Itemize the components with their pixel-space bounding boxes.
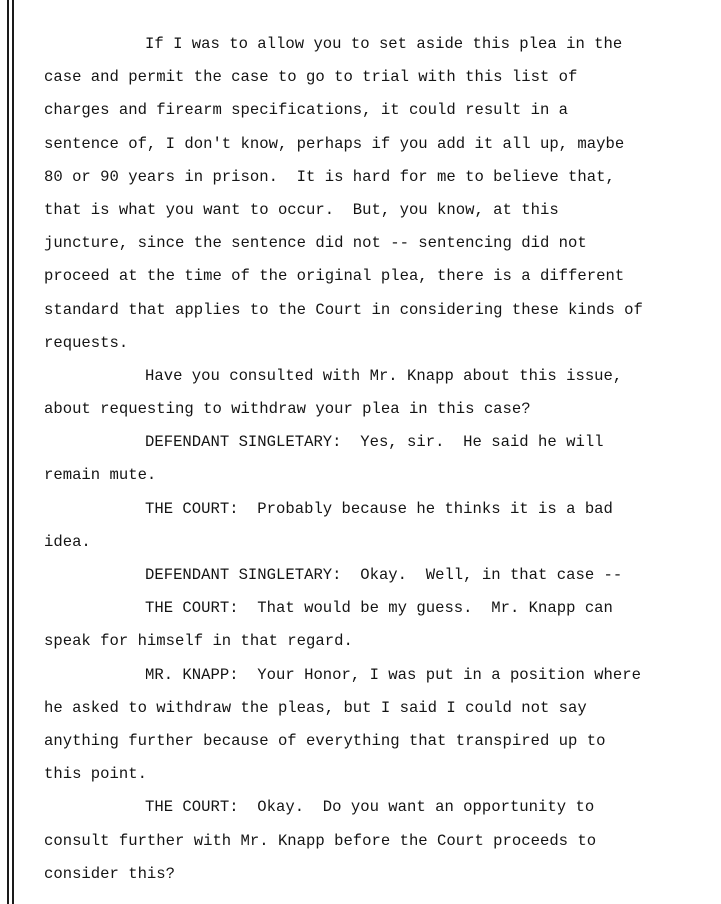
transcript-line: anything further because of everything that transpired up to [44, 731, 606, 750]
transcript-line: MR. KNAPP: Your Honor, I was put in a position where [145, 665, 641, 684]
transcript-line: proceed at the time of the original plea, there is a different [44, 267, 625, 286]
transcript-line: case and permit the case to go to trial with this list of [44, 68, 578, 87]
transcript-line: DEFENDANT SINGLETARY: Yes, sir. He said he will [145, 433, 604, 452]
transcript-line: requests. [44, 333, 129, 352]
transcript-line: juncture, since the sentence did not -- sentencing did not [44, 234, 587, 253]
transcript-line: THE COURT: Okay. Do you want an opportunity to [145, 798, 595, 817]
transcript-line: sentence of, I don't know, perhaps if you add it all up, maybe [44, 134, 625, 153]
left-margin-rule-inner [12, 0, 14, 904]
transcript-line: idea. [44, 532, 91, 551]
transcript-line: consult further with Mr. Knapp before the Court proceeds to [44, 831, 597, 850]
transcript-line: consider this? [44, 864, 176, 883]
transcript-line: that is what you want to occur. But, you know, at this [44, 200, 559, 219]
transcript-line: If I was to allow you to set aside this plea in the [145, 35, 623, 53]
transcript-line: speak for himself in that regard. [44, 632, 353, 651]
transcript-line: THE COURT: That would be my guess. Mr. Knapp can [145, 599, 613, 618]
transcript-line: remain mute. [44, 466, 157, 485]
transcript-line: charges and firearm specifications, it could result in a [44, 101, 569, 120]
transcript-line: Have you consulted with Mr. Knapp about this issue, [145, 366, 623, 385]
transcript-line: this point. [44, 765, 147, 784]
transcript-line: he asked to withdraw the pleas, but I said I could not say [44, 698, 587, 717]
transcript-line: DEFENDANT SINGLETARY: Okay. Well, in that case -- [145, 566, 623, 584]
transcript-line: THE COURT: Probably because he thinks it is a bad [145, 499, 613, 518]
transcript-page [44, 28, 712, 891]
transcript-line: standard that applies to the Court in considering these kinds of [44, 300, 643, 319]
transcript-line: 80 or 90 years in prison. It is hard for me to believe that, [44, 167, 615, 186]
left-margin-rule [7, 0, 9, 904]
transcript-line: about requesting to withdraw your plea in this case? [44, 400, 531, 419]
